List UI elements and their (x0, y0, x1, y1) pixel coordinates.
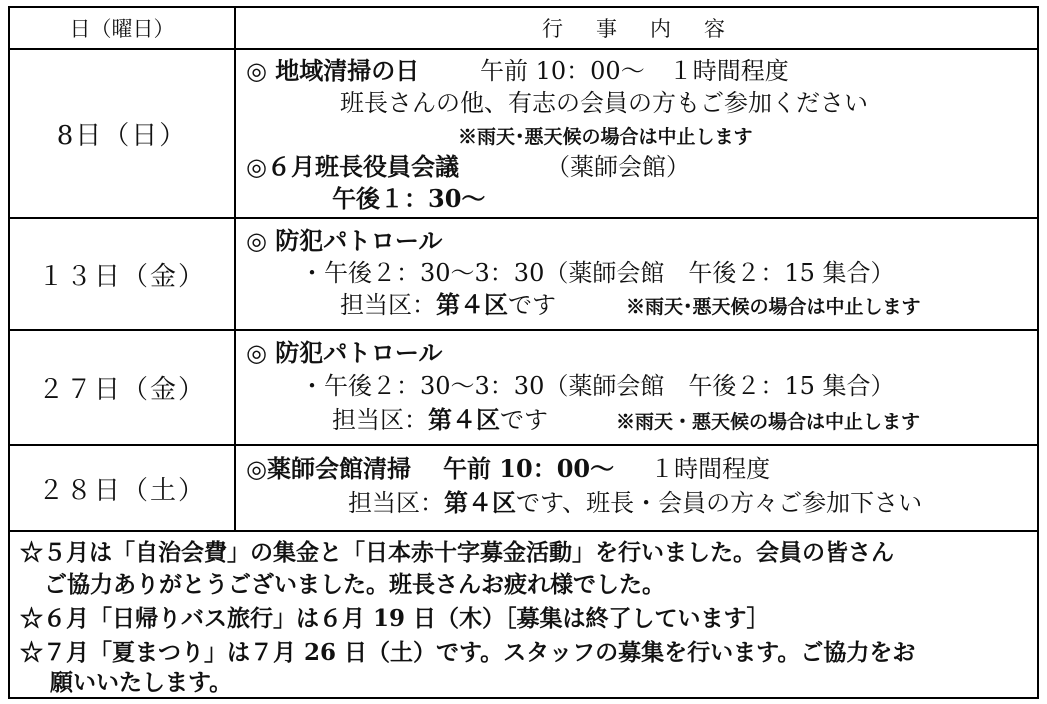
row-date: 8日（日） (56, 121, 188, 151)
event-title-line (246, 454, 770, 484)
weather-note: ※雨天・悪天候の場合は中止します (616, 411, 921, 433)
row-date: ２７日（金） (37, 375, 206, 405)
note-line: 願いいたします。 (50, 669, 233, 696)
event-detail: 班長さんの他、有志の会員の方もご参加ください (340, 89, 868, 117)
note-line: ☆７月「夏まつり」は７月 26 日（土）です。スタッフの募集を行います。ご協力をお (20, 639, 916, 666)
note-line: ☆５月は「自治会費」の集金と「日本赤十字募金活動」を行いました。会員の皆さん (20, 539, 894, 566)
event-location: （薬師会館） (546, 153, 690, 181)
row-date: ２８日（土） (37, 475, 206, 506)
event-time: 午後１：30～ (332, 184, 486, 213)
header-content-column: 行 事 内 容 (542, 17, 731, 41)
event-title: ◎ 防犯パトロール (246, 338, 443, 367)
event-time: ・午後２：30～3：30（薬師会館 午後２：15 集合） (300, 259, 895, 287)
event-title: ◎薬師会館清掃 (246, 454, 411, 483)
column-divider (234, 8, 236, 530)
assigned-district: 担当区：第４区です (332, 405, 548, 434)
event-time: ・午後２：30～3：30（薬師会館 午後２：15 集合） (300, 372, 895, 400)
event-title: ◎ 地域清掃の日 (246, 56, 420, 85)
event-title: ◎６月班長役員会議 (246, 152, 459, 181)
event-duration: １時間程度 (650, 455, 771, 483)
row-date: １３日（金） (37, 261, 206, 292)
event-schedule-table (8, 6, 1039, 699)
weather-note: ※雨天･悪天候の場合は中止します (458, 126, 753, 148)
note-line: ご協力ありがとうございました。班長さんお疲れ様でした。 (44, 571, 665, 598)
header-date-column: 日（曜日） (69, 17, 175, 41)
event-title: ◎ 防犯パトロール (246, 226, 443, 255)
event-time: 午前 10：00～ (442, 454, 615, 483)
weather-note: ※雨天･悪天候の場合は中止します (626, 296, 921, 318)
assigned-district: 担当区：第４区です、班長・会員の方々ご参加下さい (348, 488, 923, 517)
event-time: 午前 10：00～ １時間程度 (480, 57, 789, 85)
assigned-district: 担当区：第４区です (340, 290, 556, 319)
note-line: ☆６月「日帰りバス旅行」は６月 19 日（木）［募集は終了しています］ (20, 605, 770, 632)
divider (10, 530, 1037, 532)
